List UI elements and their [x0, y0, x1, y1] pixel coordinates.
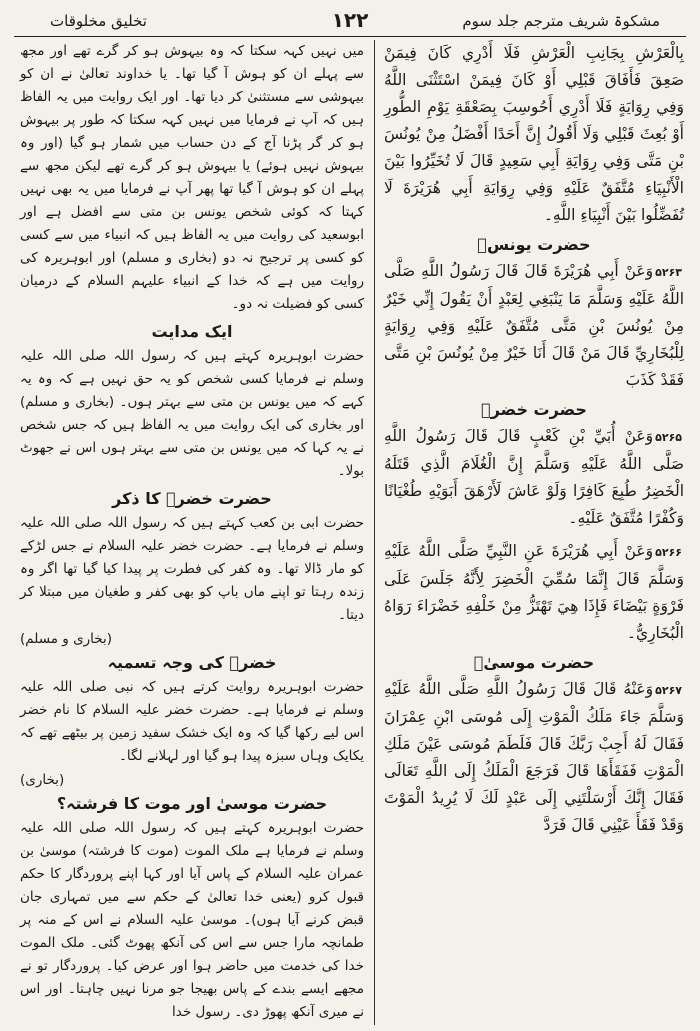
- book-title: مشکوۃ شریف مترجم جلد سوم: [462, 12, 660, 30]
- section-heading: حضرت یونسؑ: [477, 235, 591, 254]
- hadith-arabic: [384, 258, 684, 394]
- urdu-text-block: حضرت ابوہریرہ روایت کرتے ہیں کہ نبی صلی اللہ علیہ وسلم نے فرمایا ہے۔ حضرت خضر علیہ السلام کا نام خضر اس لیے رکھا گیا کہ وہ ایک خشک سفید زمین پر بیٹھے تھے کہ یکایک وہاں سبزہ پیدا ہو گیا اور لہلانے لگا۔: [20, 679, 364, 764]
- section-heading: حضرت موسیٰ اور موت کا فرشتہ؟: [56, 794, 328, 813]
- hadith-number: ۵۲۶۶: [655, 546, 682, 559]
- hadith-number: ۵۲۶۵: [655, 431, 682, 444]
- urdu-column: [20, 40, 364, 1028]
- chapter-title: تخلیق مخلوقات: [50, 12, 147, 30]
- hadith-arabic: [384, 676, 684, 839]
- section-heading: حضرت خضرؑ: [481, 400, 587, 419]
- urdu-text-block: حضرت ابوہریرہ کہتے ہیں کہ رسول اللہ صلی اللہ علیہ وسلم نے فرمایا کسی شخص کو یہ حق نہیں ہے کہ وہ یہ کہے کہ میں یونس بن متی سے بہتر ہوں۔ (بخاری و مسلم) اور بخاری کی ایک روایت میں یہ الفاظ ہیں کہ جس شخص نے یہ کہا کہ میں یونس بن متی سے بہتر ہوں اس نے جھوٹ بولا۔: [20, 348, 364, 479]
- hadith-arabic: [384, 538, 684, 647]
- hadith-arabic: [384, 423, 684, 532]
- hadith-arabic-text: وَعَنْ أُبَيِّ بْنِ كَعْبٍ قَالَ قَالَ رَسُولُ اللَّهِ صَلَّى اللَّهُ عَلَيْهِ وَسَلَّمَ إِنَّ الْغُلَامَ الَّذِي قَتَلَهُ الْخَضِرُ طُبِعَ كَافِرًا وَلَوْ عَاشَ لَأَرْهَقَ أَبَوَيْهِ طُغْيَانًا وَكُفْرًا مُتَّفَقٌ عَلَيْهِ۔: [384, 427, 684, 527]
- source-reference: (بخاری): [20, 772, 65, 788]
- arabic-text-block: بِالْعَرْشِ بِجَانِبِ الْعَرْشِ فَلَا أَدْرِي كَانَ فِيمَنْ صَعِقَ فَأَفَاقَ قَبْلِي أَوْ كَانَ فِيمَنْ اسْتَثْنَى اللَّهُ وَفِي رِوَايَةٍ فَلَا أَدْرِي أَحُوسِبَ بِصَعْقَةِ يَوْمِ الطُّورِ أَوْ بُعِثَ قَبْلِي وَلَا أَقُولُ إِنَّ أَحَدًا أَفْضَلُ مِنْ يُونُسَ بْنِ مَتَّى وَفِي رِوَايَةِ أَبِي سَعِيدٍ قَالَ لَا تُخَيِّرُوا بَيْنَ الْأَنْبِيَاءِ مُتَّفَقٌ عَلَيْهِ وَفِي رِوَايَةِ أَبِي هُرَيْرَةَ لَا تُفَضِّلُوا بَيْنَ أَنْبِيَاءِ اللَّهِ۔: [384, 44, 684, 224]
- urdu-text-block: حضرت ابی بن کعب کہتے ہیں کہ رسول اللہ صلی اللہ علیہ وسلم نے فرمایا ہے۔ حضرت خضر علیہ السلام نے جس لڑکے کو مار ڈالا تھا۔ وہ کفر کی فطرت پر پیدا کیا گیا تھا اگر وہ زندہ رہتا تو اپنے ماں باپ کو بھی کفر و طغیان میں مبتلا کر دیتا۔: [20, 515, 364, 623]
- hadith-number: ۵۲۶۷: [655, 684, 682, 697]
- hadith-arabic-text: وَعَنْ أَبِي هُرَيْرَةَ قَالَ قَالَ رَسُولُ اللَّهِ صَلَّى اللَّهُ عَلَيْهِ وَسَلَّمَ مَا يَنْبَغِي لِعَبْدٍ أَنْ يَقُولَ إِنِّي خَيْرٌ مِنْ يُونُسَ بْنِ مَتَّى مُتَّفَقٌ عَلَيْهِ وَفِي رِوَايَةٍ لِلْبُخَارِيِّ قَالَ مَنْ قَالَ أَنَا خَيْرٌ مِنْ يُونُسَ بْنِ مَتَّى فَقَدْ كَذَبَ: [384, 262, 684, 389]
- section-heading: ایک مدایت: [151, 322, 233, 341]
- source-reference: (بخاری و مسلم): [20, 631, 113, 647]
- section-heading: حضرت موسیٰؑ: [473, 653, 595, 672]
- section-heading: خضرؑ کی وجہ تسمیہ: [107, 653, 277, 672]
- urdu-text-block: حضرت ابوہریرہ کہتے ہیں کہ رسول اللہ صلی اللہ علیہ وسلم نے فرمایا ہے ملک الموت (موت کا فرشتہ) موسیٰ بن عمران علیہ السلام کے پاس آیا اور کہا اپنے پروردگار کا حکم قبول کرو (یعنی خدا تعالیٰ کے حکم سے میں تمہاری جان قبض کرنے آیا ہوں)۔ موسیٰ علیہ السلام نے اس کے منہ پر طمانچہ مارا جس سے اس کی آنکھ پھوٹ گئی۔ ملک الموت خدا کی خدمت میں حاضر ہوا اور عرض کیا۔ پروردگار تو نے مجھے ایسے بندے کے پاس بھیجا جو مرنا نہیں چاہتا۔ اور اس نے میری آنکھ پھوڑ دی۔ رسول خدا: [20, 820, 364, 1020]
- hadith-number: ۵۲۶۳: [655, 266, 682, 279]
- column-divider: [374, 40, 375, 1025]
- page-number: ۱۲۲: [331, 8, 369, 32]
- urdu-text-block: میں نہیں کہہ سکتا کہ وہ بیہوش ہو کر گرے تھے اور مجھ سے پہلے ان کو ہوش آ گیا تھا۔ یا خداوند تعالیٰ نے ان کو بیہوشی سے مستثنیٰ کر دیا تھا۔ اور ایک روایت میں یہ الفاظ ہیں کہ آپ نے فرمایا میں نہیں کہہ سکتا کہ طور پر بیہوش ہو کر گر پڑنا آج کے دن حساب میں شمار ہو گیا (اور وہ بیہوش نہیں ہوئے) یا بیہوش ہو کر گرے تھے لیکن مجھ سے پہلے ان کو ہوش آ گیا تھا پھر آپ نے فرمایا میں یہ بھی نہیں کہتا کہ کوئی شخص یونس بن متی سے افضل ہے اور ابوسعید کی روایت میں یہ الفاظ ہیں کہ انبیاء میں سے کسی کو کسی پر ترجیح نہ دو (بخاری و مسلم) اور ابوہریرہ کی روایت میں ہے کہ خدا کے انبیاء علیہم السلام کے درمیان کسی کو فضیلت نہ دو۔: [20, 43, 364, 312]
- hadith-arabic-text: وَعَنْهُ قَالَ قَالَ رَسُولُ اللَّهِ صَلَّى اللَّهُ عَلَيْهِ وَسَلَّمَ جَاءَ مَلَكُ الْمَوْتِ إِلَى مُوسَى ابْنِ عِمْرَانَ فَقَالَ لَهُ أَجِبْ رَبَّكَ قَالَ فَلَطَمَ مُوسَى عَيْنَ مَلَكِ الْمَوْتِ فَفَقَأَهَا قَالَ فَرَجَعَ الْمَلَكُ إِلَى اللَّهِ تَعَالَى فَقَالَ إِنَّكَ أَرْسَلْتَنِي إِلَى عَبْدٍ لَكَ لَا يُرِيدُ الْمَوْتَ وَقَدْ فَقَأَ عَيْنِي قَالَ فَرَدَّ: [384, 680, 684, 834]
- section-heading: حضرت خضرؑ کا ذکر: [112, 489, 272, 508]
- arabic-column: [384, 40, 684, 845]
- page-header: [14, 6, 686, 37]
- hadith-arabic-text: وَعَنْ أَبِي هُرَيْرَةَ عَنِ النَّبِيِّ صَلَّى اللَّهُ عَلَيْهِ وَسَلَّمَ قَالَ إِنَّمَا سُمِّيَ الْخَضِرَ لِأَنَّهُ جَلَسَ عَلَى فَرْوَةٍ بَيْضَاءَ فَإِذَا هِيَ تَهْتَزُّ مِنْ خَلْفِهِ خَضْرَاءَ رَوَاهُ الْبُخَارِيُّ۔: [384, 542, 684, 642]
